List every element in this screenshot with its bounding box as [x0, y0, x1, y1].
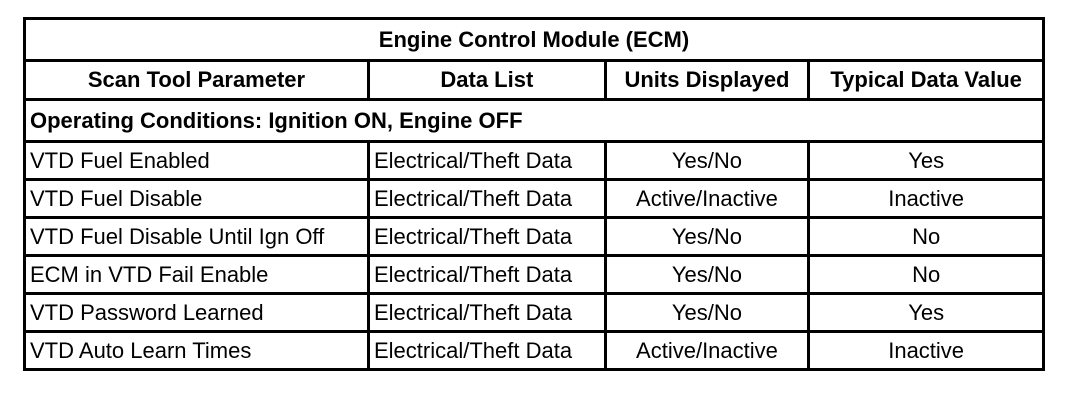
cell-data-list: Electrical/Theft Data — [369, 142, 606, 180]
cell-typical-value: Yes — [809, 142, 1044, 180]
cell-typical-value: Inactive — [809, 180, 1044, 218]
table-title-row — [25, 19, 1044, 61]
operating-conditions-row — [25, 100, 1044, 142]
header-units-displayed: Units Displayed — [605, 61, 809, 100]
header-typical-data-value: Typical Data Value — [809, 61, 1044, 100]
cell-typical-value: Inactive — [809, 332, 1044, 370]
operating-conditions: Operating Conditions: Ignition ON, Engine OFF — [25, 100, 1044, 142]
cell-typical-value: No — [809, 218, 1044, 256]
header-scan-tool-parameter: Scan Tool Parameter — [25, 61, 369, 100]
table-header-row — [25, 61, 1044, 100]
cell-data-list: Electrical/Theft Data — [369, 256, 606, 294]
cell-units: Yes/No — [605, 294, 809, 332]
cell-parameter: VTD Fuel Enabled — [25, 142, 369, 180]
cell-typical-value: No — [809, 256, 1044, 294]
table-row — [25, 294, 1044, 332]
cell-units: Yes/No — [605, 218, 809, 256]
header-data-list: Data List — [369, 61, 606, 100]
cell-data-list: Electrical/Theft Data — [369, 294, 606, 332]
table-title: Engine Control Module (ECM) — [25, 19, 1044, 61]
table-row — [25, 180, 1044, 218]
ecm-data-table — [23, 17, 1045, 371]
table-row — [25, 142, 1044, 180]
cell-data-list: Electrical/Theft Data — [369, 332, 606, 370]
table-row — [25, 256, 1044, 294]
table-row — [25, 332, 1044, 370]
cell-parameter: VTD Password Learned — [25, 294, 369, 332]
cell-units: Yes/No — [605, 256, 809, 294]
cell-parameter: VTD Fuel Disable — [25, 180, 369, 218]
cell-parameter: VTD Auto Learn Times — [25, 332, 369, 370]
cell-units: Active/Inactive — [605, 332, 809, 370]
table-row — [25, 218, 1044, 256]
cell-data-list: Electrical/Theft Data — [369, 180, 606, 218]
cell-units: Active/Inactive — [605, 180, 809, 218]
cell-parameter: VTD Fuel Disable Until Ign Off — [25, 218, 369, 256]
cell-parameter: ECM in VTD Fail Enable — [25, 256, 369, 294]
cell-typical-value: Yes — [809, 294, 1044, 332]
cell-units: Yes/No — [605, 142, 809, 180]
cell-data-list: Electrical/Theft Data — [369, 218, 606, 256]
